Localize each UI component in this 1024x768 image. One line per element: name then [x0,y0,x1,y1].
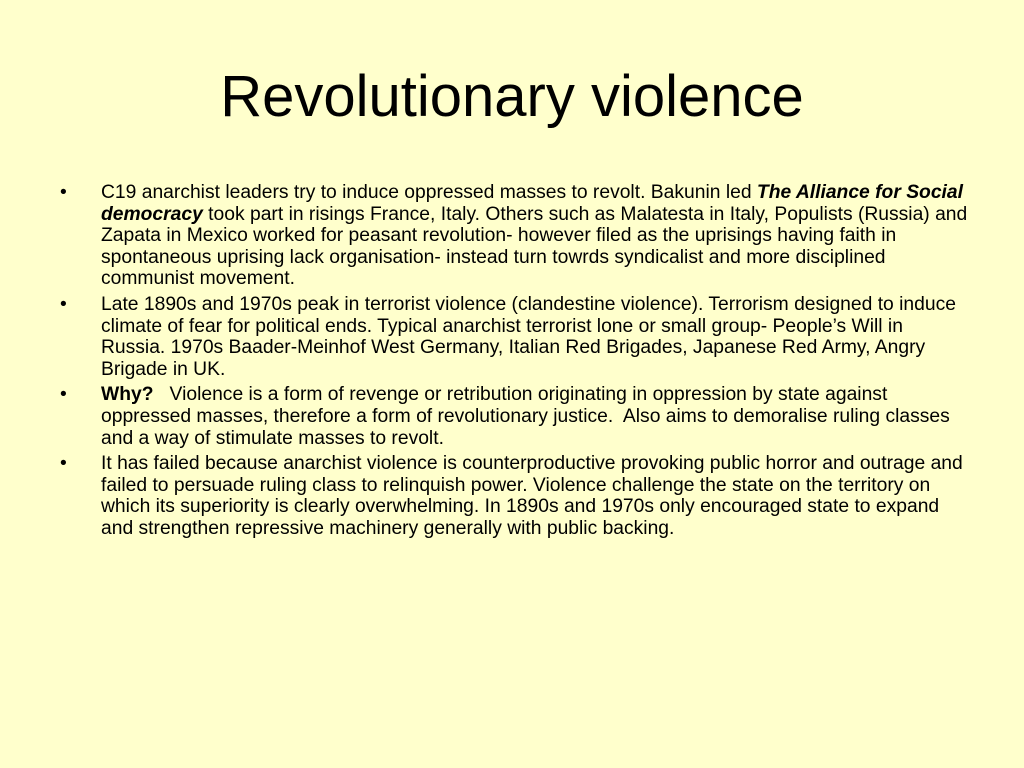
bullet-marker: • [60,384,67,406]
bullet-text: C19 anarchist leaders try to induce oppressed masses to revolt. Bakunin led [101,182,757,203]
bullet-text: Violence is a form of revenge or retribution originating in oppression by state against oppressed masses, therefore a form of revolutionary justice. Also aims to demoralise ruling classes and a way of stimulate masses to revolt. [101,384,956,449]
bullet-item [60,182,972,290]
bullet-list [60,182,972,544]
bullet-lead: Why? [101,384,154,406]
bullet-marker: • [60,453,67,475]
bullet-text: took part in risings France, Italy. Others such as Malatesta in Italy, Populists (Russia) and Zapata in Mexico worked for peasant revolution- however filed as the uprisings having faith in spontaneous uprising lack organisation- instead turn towrds syndicalist and more disciplined communist movement. [101,203,968,290]
bullet-item [60,294,972,380]
bullet-marker: • [60,293,67,315]
bullet-emphasis: The Alliance for Social democracy [101,182,963,225]
bullet-text: Late 1890s and 1970s peak in terrorist violence (clandestine violence). Terrorism designed to induce climate of fear for political ends. Typical anarchist terrorist lone or small group- People’s Will in Russia. 1970s Baader-Meinhof West Germany, Italian Red Brigades, Japanese Red Army, Angry Brigade in UK. [101,293,956,380]
bullet-item [60,384,972,449]
slide-title: Revolutionary violence [220,64,804,129]
bullet-item [60,453,972,539]
bullet-marker: • [60,182,67,203]
bullet-text: It has failed because anarchist violence is counterproductive provoking public horror and outrage and failed to persuade ruling class to relinquish power. Violence challenge the state on the territory on which its superiority is clearly overwhelming. In 1890s and 1970s only encouraged state to expand and strengthen repressive machinery generally with public backing. [101,453,963,539]
